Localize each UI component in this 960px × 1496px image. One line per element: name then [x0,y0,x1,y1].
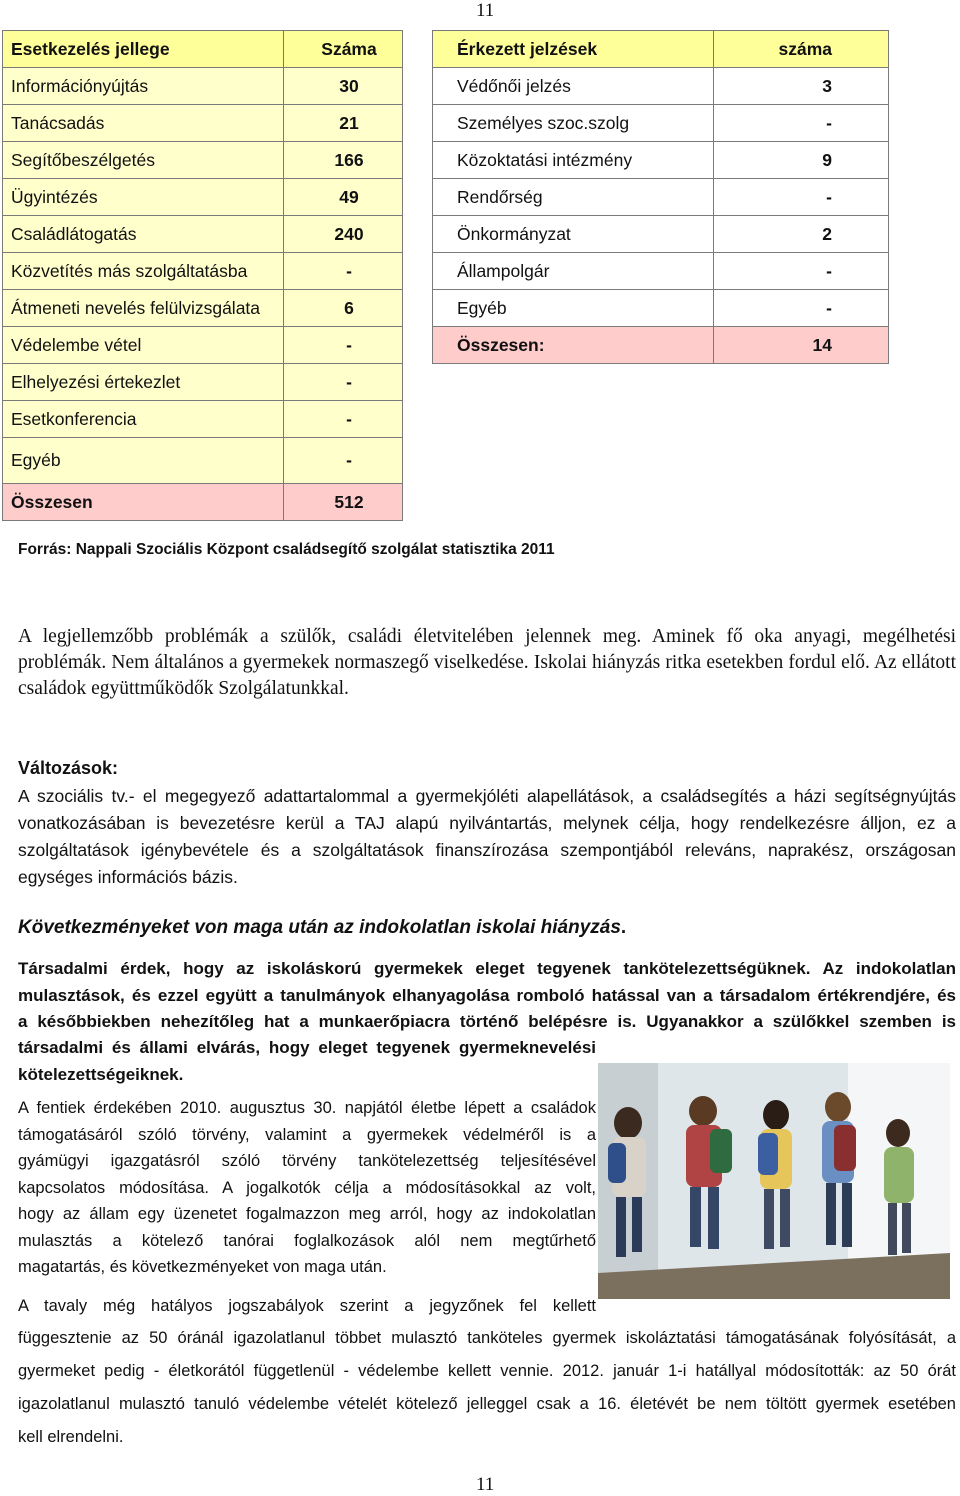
table-row [433,68,889,105]
consequence-heading-text: Következményeket von maga után az indokolatlan iskolai hiányzás [18,917,621,938]
consequence-heading-dot: . [620,917,627,938]
table-source-note: Forrás: Nappali Szociális Központ családsegítő szolgálat statisztika 2011 [18,541,555,558]
row-value: 166 [284,142,403,179]
changes-heading: Változások: [18,758,119,778]
row-value: - [714,290,889,327]
row-value: - [284,327,403,364]
row-value: 2 [714,216,889,253]
row-value: - [284,253,403,290]
table-row [433,290,889,327]
text-line: a későbbiekben nehezítőleg hat a munkaerőpiacra történő belépésre is. Ugyanakkor a szülőkkel szemben is [18,1012,956,1031]
row-label: Egyéb [433,290,714,327]
changes-paragraph: A szociális tv.- el megegyező adattartalommal a gyermekjóléti alapellátások, a családsegítés a házi segítségnyújtás vonatkozásában is bevezetésre kerül a TAJ alapú nyilvántartás, melynek célja, hogy rendelkezésre álljon, ez a szolgáltatások igénybevétele és a szolgáltatások finanszírozása szempontjából releváns, naprakész, országosan egységes információs bázis. [18,786,956,887]
row-label: Tanácsadás [3,105,284,142]
text-line: A tavaly még hatályos jogszabályok szerint a jegyzőnek fel kellett [18,1297,596,1315]
table-row [3,364,403,401]
row-value: 3 [714,68,889,105]
row-value: - [714,179,889,216]
bold-paragraph-tail [18,1035,596,1062]
row-value: - [284,364,403,401]
row-label: Közoktatási intézmény [433,142,714,179]
row-value: - [284,401,403,438]
table-row [3,216,403,253]
column-header-count: Száma [284,31,403,68]
row-label: Önkormányzat [433,216,714,253]
table-header-row [433,31,889,68]
bold-paragraph [18,956,956,1036]
bold-paragraph-end [18,1062,183,1089]
table-row [433,216,889,253]
page-number-bottom: 11 [476,1474,495,1495]
incoming-signals-table [432,30,889,364]
last-paragraph-first-line [18,1290,596,1323]
text-line: A fentiek érdekében 2010. augusztus 30. napjától életbe lépett a családok [18,1099,596,1117]
row-value: 21 [284,105,403,142]
row-label: Védőnői jelzés [433,68,714,105]
column-header-type: Esetkezelés jellege [3,31,284,68]
row-value: 9 [714,142,889,179]
text-line: kapcsolatos módosítása. A jogalkotók célja a módosításokkal az volt, [18,1178,596,1197]
table-row [3,142,403,179]
text-line: igazolatlanul mulasztó tanuló védelembe vételét kötelező jelleggel csak a 16. életévét be nem töltött gyermek esetében [18,1395,956,1413]
table-total-row [3,484,403,521]
table-row [3,105,403,142]
text-line: gyermeket pedig - életkorától függetlenül - védelembe kellett vennie. 2012. január 1-i hatállyal módosították: az 50 órát [18,1362,956,1380]
row-label: Információnyújtás [3,68,284,105]
text-line: hogy az állam egy üzenetet fogalmazzon meg arról, hogy az indokolatlan [18,1205,596,1223]
table-row [3,253,403,290]
column-header-count: száma [714,31,889,68]
table-row [433,179,889,216]
text-line: támogatásáról szóló törvény, valamint a gyermekek védelméről is a [18,1125,596,1144]
row-value: - [284,438,403,484]
table-row [433,142,889,179]
table-row [3,68,403,105]
table-row [3,327,403,364]
text-line: függesztenie az 50 óránál igazolatlanul többet mulasztó tanköteles gyermek iskoláztatási támogatásának folyósítását, a [18,1329,956,1347]
table-row [3,401,403,438]
row-label: Ügyintézés [3,179,284,216]
row-label: Védelembe vétel [3,327,284,364]
row-label: Állampolgár [433,253,714,290]
column-header-signals: Érkezett jelzések [433,31,714,68]
photo-illustration [598,1063,950,1299]
row-label: Családlátogatás [3,216,284,253]
students-running-photo [598,1063,950,1299]
text-line: társadalmi és állami elvárás, hogy eleget tegyenek gyermeknevelési [18,1038,596,1057]
table-total-row [433,327,889,364]
row-value: - [714,253,889,290]
row-label: Segítőbeszélgetés [3,142,284,179]
text-line: mulasztások, és ezzel együtt a tanulmányok elhanyagolása romboló hatással van a társadalom értékrendjére, és [18,985,956,1005]
total-label: Összesen: [433,327,714,364]
row-label: Átmeneti nevelés felülvizsgálata [3,290,284,327]
text-line: Társadalmi érdek, hogy az iskoláskorú gyermekek eleget tegyenek tankötelezettségüknek. Az indokolatlan [18,959,956,978]
row-label: Rendőrség [433,179,714,216]
table-row [3,290,403,327]
text-line: gyámügyi igazgatásról szóló törvény tankötelezettség teljesítésével [18,1152,596,1170]
row-label: Elhelyezési értekezlet [3,364,284,401]
row-value: - [714,105,889,142]
problems-paragraph: A legjellemzőbb problémák a szülők, családi életvitelében jelennek meg. Aminek fő oka anyagi, megélhetési problémák. Nem általános a gyermekek normaszegő viselkedése. Iskolai hiányzás ritka esetekben fordul elő. Az ellátott családok együttműködők Szolgálatunkkal. [18,626,956,699]
table-row [433,105,889,142]
text-line: kötelezettségeiknek. [18,1065,184,1084]
row-value: 240 [284,216,403,253]
text-line: magatartás, és következményeket von maga után. [18,1258,387,1276]
consequence-heading [18,917,626,939]
row-label: Személyes szoc.szolg [433,105,714,142]
table-header-row [3,31,403,68]
row-value: 30 [284,68,403,105]
total-label: Összesen [3,484,284,521]
row-label: Egyéb [3,438,284,484]
table-row [3,179,403,216]
row-value: 6 [284,290,403,327]
total-value: 14 [714,327,889,364]
row-label: Közvetítés más szolgáltatásba [3,253,284,290]
last-paragraph [18,1322,956,1454]
case-handling-table [2,30,403,521]
law-paragraph [18,1095,596,1281]
page-number-top: 11 [476,0,495,21]
row-value: 49 [284,179,403,216]
text-line: mulasztás a kötelező tanórai foglalkozások alól nem megtűrhető [18,1231,596,1250]
table-row [433,253,889,290]
text-line: kell elrendelni. [18,1428,124,1446]
row-label: Esetkonferencia [3,401,284,438]
total-value: 512 [284,484,403,521]
table-row [3,438,403,484]
